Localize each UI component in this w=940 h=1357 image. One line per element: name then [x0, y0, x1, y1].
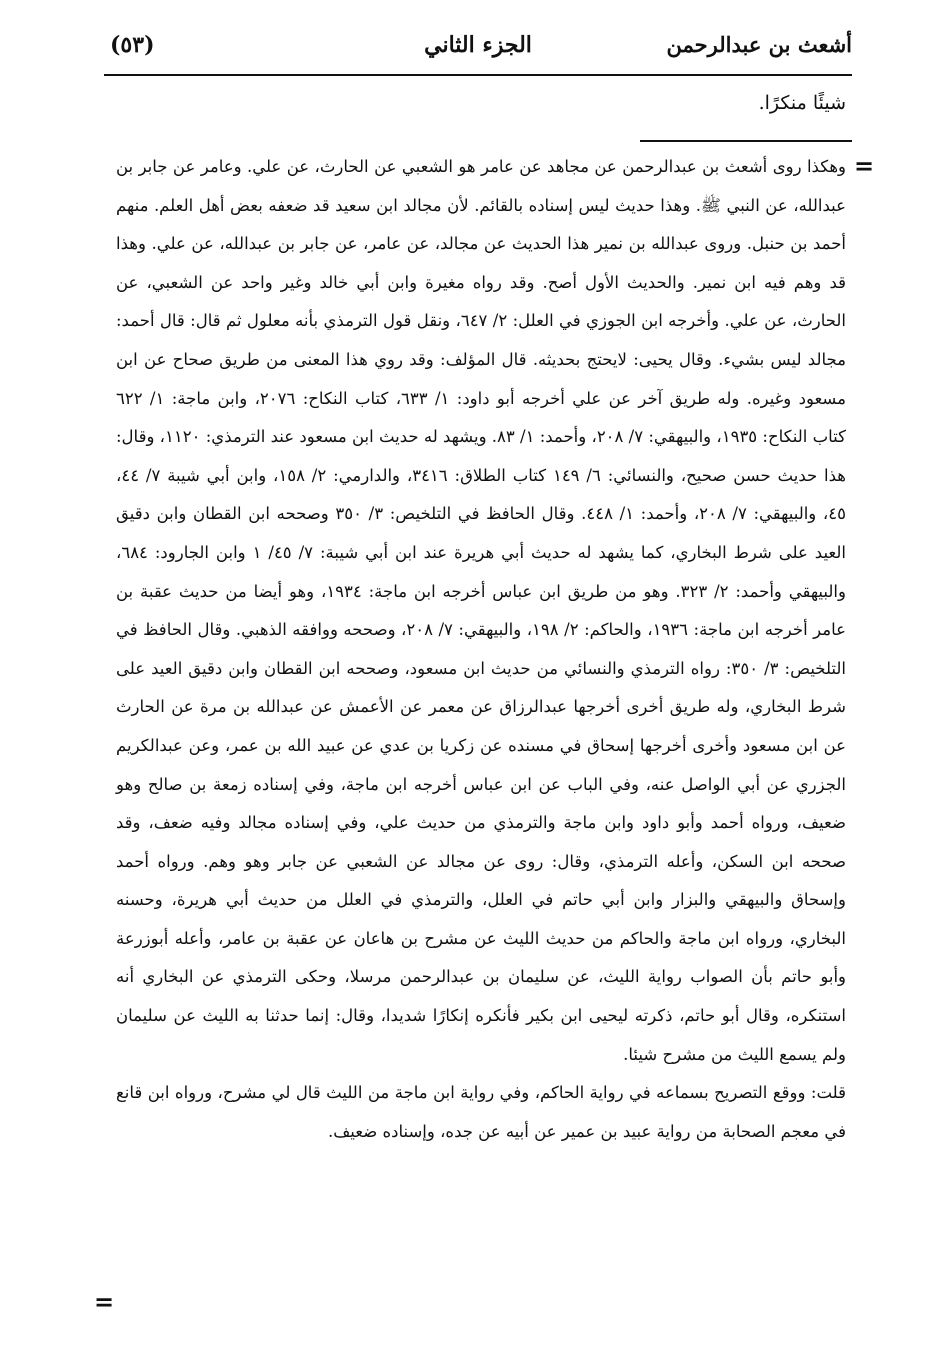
header-rule: [104, 74, 852, 76]
footnote-continuation-marker: =: [854, 151, 875, 180]
page-header: [104, 28, 852, 72]
footnote-paragraph-1: وهكذا روى أشعث بن عبدالرحمن عن مجاهد عن عامر هو الشعبي عن الحارث، عن علي. وعامر عن جابر بن عبدالله، عن النبي ﷺ. وهذا حديث ليس إسناده بالقائم. لأن مجالد ابن سعيد قد ضعفه بعض أهل العلم. منهم أحمد بن حنبل. وروى عبدالله بن نمير هذا الحديث عن مجالد، عن عامر، عن جابر بن عبدالله، عن علي. وهذا قد وهم فيه ابن نمير. والحديث الأول أصح. وقد رواه مغيرة وابن أبي خالد وغير واحد عن الشعبي، عن الحارث، عن علي. وأخرجه ابن الجوزي في العلل: ٢/ ٦٤٧، ونقل قول الترمذي بأنه معلول ثم قال: قال أحمد: مجالد ليس بشيء. وقال يحيى: لايحتج بحديثه. قال المؤلف: وقد روي هذا المعنى من طريق صحاح عن ابن مسعود وغيره. وله طريق آخر عن علي أخرجه أبو داود: ١/ ٦٣٣، كتاب النكاح: ٢٠٧٦، وابن ماجة: ١/ ٦٢٢ كتاب النكاح: ١٩٣٥، والبيهقي: ٧/ ٢٠٨، وأحمد: ١/ ٨٣. ويشهد له حديث ابن مسعود عند الترمذي: ١١٢٠، وقال: هذا حديث حسن صحيح، والنسائي: ٦/ ١٤٩ كتاب الطلاق: ٣٤١٦، والدارمي: ٢/ ١٥٨، وابن أبي شيبة ٧/ ٤٤، ٤٥، والبيهقي: ٧/ ٢٠٨، وأحمد: ١/ ٤٤٨. وقال الحافظ في التلخيص: ٣/ ٣٥٠ وصححه ابن القطان وابن دقيق العيد على شرط البخاري، كما يشهد له حديث أبي هريرة عند ابن أبي شيبة: ٧/ ٤٥/ ١ وابن الجارود: ٦٨٤، والبيهقي وأحمد: ٢/ ٣٢٣. وهو من طريق ابن عباس أخرجه ابن ماجة: ١٩٣٤، وهو أيضا من حديث عقبة بن عامر أخرجه ابن ماجة: ١٩٣٦، والحاكم: ٢/ ١٩٨، والبيهقي: ٧/ ٢٠٨، وصححه ووافقه الذهبي. وقال الحافظ في التلخيص: ٣/ ٣٥٠: رواه الترمذي والنسائي من حديث ابن مسعود، وصححه ابن القطان وابن دقيق العيد على شرط البخاري، وله طريق أخرى أخرجها عبدالرزاق عن معمر عن الأعمش عن عبدالله بن مرة عن الحارث عن ابن مسعود وأخرى أخرجها إسحاق في مسنده عن زكريا بن عدي عن عبيد الله بن عمر، وعن عبدالكريم الجزري عن أبي الواصل عنه، وفي الباب عن ابن عباس أخرجه ابن ماجة، وفي إسناده زمعة بن صالح وهو ضعيف، ورواه أحمد وأبو داود وابن ماجة والترمذي من حديث علي، وفي إسناده مجالد وفيه ضعف، وقد صححه ابن السكن، وأعله الترمذي، وقال: روى عن مجالد عن الشعبي عن جابر وهو وهم. ورواه أحمد وإسحاق والبيهقي والبزار وابن أبي حاتم في العلل، والترمذي في العلل من حديث أبي هريرة، وحسنه البخاري، ورواه ابن ماجة والحاكم من حديث الليث عن مشرح بن هاعان عن عقبة بن عامر، وأعله أبوزرعة وأبو حاتم بأن الصواب رواية الليث، عن سليمان بن عبدالرحمن مرسلا، وحكى الترمذي عن البخاري أنه استنكره، وقال أبو حاتم، ذكرته ليحيى ابن بكير فأنكره إنكارًا شديدا، وقال: إنما حدثنا به الليث عن سليمان ولم يسمع الليث من مشرح شيئا.: [116, 157, 847, 1064]
running-title: أشعث بن عبدالرحمن: [666, 32, 852, 57]
footnote-end-marker: =: [94, 1287, 115, 1316]
volume-title: الجزء الثاني: [424, 32, 532, 58]
footnote-separator: [640, 140, 852, 142]
page-number: (٥٣): [110, 32, 155, 58]
main-text: شيئًا منكرًا.: [758, 92, 846, 114]
footnote-paragraph-2: قلت: ووقع التصريح بسماعه في رواية الحاكم، وفي رواية ابن ماجة من الليث قال لي مشرح، ورواه ابن قانع في معجم الصحابة من رواية عبيد بن عمير عن أبيه عن جده، وإسناده ضعيف.: [116, 1083, 846, 1141]
footnote-block: [116, 148, 846, 1151]
